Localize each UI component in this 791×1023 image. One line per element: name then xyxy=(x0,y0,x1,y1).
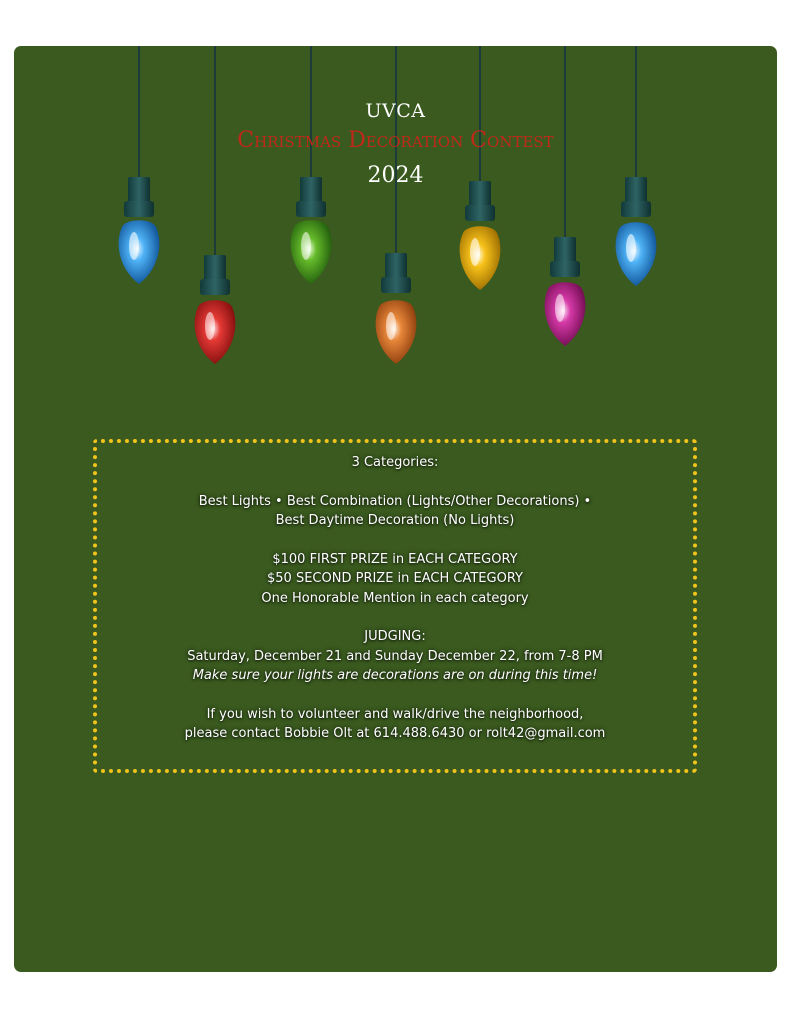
magenta-bulb-icon xyxy=(545,46,586,346)
flyer-card xyxy=(14,46,777,972)
categories-line-1: Best Lights • Best Combination (Lights/Other Decorations) • xyxy=(198,493,592,509)
first-prize: $100 FIRST PRIZE in EACH CATEGORY xyxy=(272,551,518,567)
contest-year: 2024 xyxy=(367,163,424,188)
volunteer-line-1: If you wish to volunteer and walk/drive the neighborhood, xyxy=(206,706,584,722)
orange-bulb-icon xyxy=(376,46,417,364)
org-name: UVCA xyxy=(365,100,426,122)
categories-heading: 3 Categories: xyxy=(351,455,439,470)
judging-heading: JUDGING: xyxy=(364,629,426,644)
title-block xyxy=(14,98,777,194)
categories-line-2: Best Daytime Decoration (No Lights) xyxy=(275,513,515,528)
second-prize: $50 SECOND PRIZE in EACH CATEGORY xyxy=(267,571,523,586)
volunteer-contact: please contact Bobbie Olt at 614.488.6430 or rolt42@gmail.com xyxy=(184,726,606,741)
contest-details-box xyxy=(93,439,697,773)
hanging-lights xyxy=(14,46,777,386)
judging-note: Make sure your lights are decorations are on during this time! xyxy=(192,668,598,683)
contest-title: Christmas Decoration Contest xyxy=(237,128,554,153)
red-bulb-icon xyxy=(195,46,236,364)
honorable-mention: One Honorable Mention in each category xyxy=(261,590,529,606)
judging-dates: Saturday, December 21 and Sunday December 22, from 7-8 PM xyxy=(187,648,603,664)
